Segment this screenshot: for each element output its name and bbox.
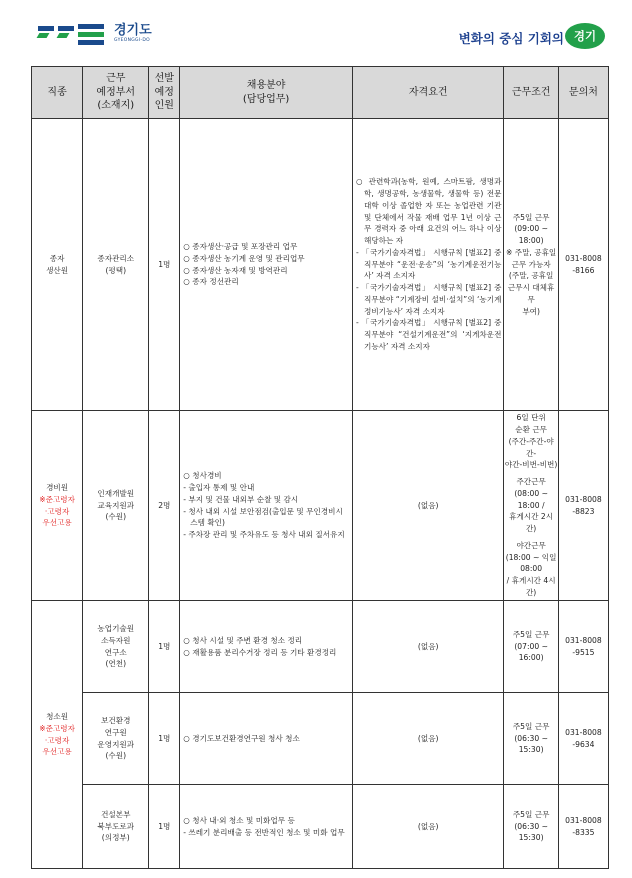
count-cell: 1명 (149, 119, 180, 411)
count-cell: 1명 (149, 693, 180, 785)
contact-cell: 031-8008 -8823 (558, 411, 608, 601)
preference-note: ※준고령자 (39, 494, 75, 504)
dept-cell: 보건환경 연구원 운영지원과 (수원) (83, 693, 149, 785)
duty-cell: ○ 청사경비 - 출입자 통제 및 안내 - 부지 및 건물 내외부 순찰 및 감시 - 청사 내외 시설 보안점검(출입문 및 무인경비시스템 확인) - 주차장 관리 및 주차유도 등 청사 내외 질서유지 (180, 411, 353, 601)
dept-cell: 건설본부 북부도로과 (의정부) (83, 785, 149, 869)
duty-cell: ○ 청사 내·외 청소 및 미화업무 등 - 쓰레기 분리배출 등 전반적인 청소 및 미화 업무 (180, 785, 353, 869)
condition-cell: 주5일 근무 (06:30 ~ 15:30) (504, 785, 558, 869)
qualification-cell: (없음) (353, 411, 504, 601)
slogan-text: 변화의 중심 기회의 (458, 31, 564, 46)
table-row (32, 119, 609, 411)
gyeonggi-logo-icon (38, 24, 108, 46)
contact-cell: 031-8008 -8166 (558, 119, 608, 411)
condition-cell: 6일 단위 순환 근무 (주간-주간-야간- 야간-비번-비번) 주간근무 (08:00 ~ 18:00 / 휴게시간 2시간) 야간근무 (18:00 ~ 익일 08:00 / 휴게시간 4시간) (504, 411, 558, 601)
contact-cell: 031-8008 -9515 (558, 601, 608, 693)
count-cell: 2명 (149, 411, 180, 601)
count-cell: 1명 (149, 601, 180, 693)
duty-cell: ○ 종자생산·공급 및 포장관리 업무 ○ 종자생산 농기계 운영 및 관리업무 ○ 종자생산 농자재 및 방역관리 ○ 종자 정선관리 (180, 119, 353, 411)
count-cell: 1명 (149, 785, 180, 869)
job-cell: 청소원 ※준고령자 ·고령자 우선고용 (32, 601, 83, 869)
header-job: 직종 (32, 67, 83, 119)
table-row (32, 411, 609, 601)
qualification-cell: (없음) (353, 785, 504, 869)
recruitment-table (31, 66, 609, 869)
logo-name: 경기도 (114, 23, 152, 38)
qualification-cell: (없음) (353, 693, 504, 785)
dept-cell: 인재개발원 교육지원과 (수원) (83, 411, 149, 601)
dept-cell: 농업기술원 소득자원 연구소 (연천) (83, 601, 149, 693)
table-row (32, 785, 609, 869)
header-count: 선발 예정 인원 (149, 67, 180, 119)
condition-cell: 주5일 근무 (09:00 ~ 18:00) ※ 주말, 공휴일 근무 가능자 (주말, 공휴일 근무시 대체휴무 부여) (504, 119, 558, 411)
header-dept: 근무 예정부서 (소재지) (83, 67, 149, 119)
duty-cell: ○ 청사 시설 및 주변 환경 청소 정리 ○ 재활용품 분리수거장 정리 등 기타 환경정리 (180, 601, 353, 693)
gyeonggi-logo (38, 24, 152, 46)
header-condition: 근무조건 (504, 67, 558, 119)
duty-cell: ○ 경기도보건환경연구원 청사 청소 (180, 693, 353, 785)
preference-note: ※준고령자 (39, 723, 75, 733)
header-duty: 채용분야 (담당업무) (180, 67, 353, 119)
slogan-badge: 경기 (565, 23, 605, 49)
job-cell: 경비원 ※준고령자 ·고령자 우선고용 (32, 411, 83, 601)
table-row (32, 601, 609, 693)
table-row (32, 693, 609, 785)
job-cell: 종자 생산원 (32, 119, 83, 411)
qualification-cell: ○ 관련학과(농학, 원예, 스마트팜, 생명과학, 생명공학, 농생물학, 생물학 등) 전문대학 이상 졸업한 자 또는 농업관련 기관 및 단체에서 작물 재배 업무 1년 이상 근무 경력자 중 아래 요건의 어느 하나 이상 해당하는 자 - 「국가기술자격법」 시행규칙 [별표2] 중 직무분야 “운전·운송”의 ‘농기계운전기능사’ 자격 소지자 - 「국가기술자격법」 시행규칙 [별표2] 중 직무분야 “기계장비 설비·설치”의 ‘농기계정비기능사’ 자격 소지자 - 「국가기술자격법」 시행규칙 [별표2] 중 직무분야 “건설기계운전”의 ‘지게차운전기능사’ 자격 소지자 (353, 119, 504, 411)
qualification-cell: (없음) (353, 601, 504, 693)
logo-subtitle: GYEONGGI-DO (114, 38, 150, 43)
header-qualification: 자격요건 (353, 67, 504, 119)
page-header (0, 0, 632, 62)
dept-cell: 종자관리소 (평택) (83, 119, 149, 411)
header-contact: 문의처 (558, 67, 608, 119)
condition-cell: 주5일 근무 (07:00 ~ 16:00) (504, 601, 558, 693)
contact-cell: 031-8008 -9634 (558, 693, 608, 785)
condition-cell: 주5일 근무 (06:30 ~ 15:30) (504, 693, 558, 785)
table-header-row (32, 67, 609, 119)
contact-cell: 031-8008 -8335 (558, 785, 608, 869)
